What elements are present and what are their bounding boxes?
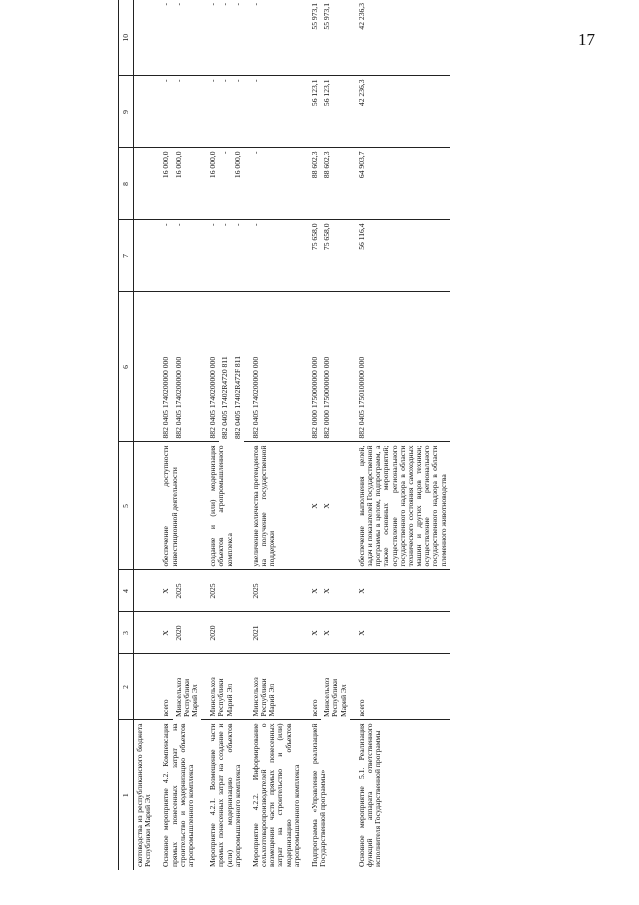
amount-col10: -: [207, 0, 219, 76]
start-year: X: [160, 612, 172, 654]
col-header-1: 1: [119, 720, 134, 870]
start-year: 2020: [173, 612, 202, 654]
executor: Минсельхоз Республики Марий Эл: [173, 677, 199, 717]
table-row: [160, 0, 172, 870]
amount-col7: 75 658,0: [309, 220, 321, 292]
budget-code: 882 0405 1740200000 000: [173, 292, 202, 442]
budget-code: 882 0000 1750000000 000: [321, 292, 350, 442]
budget-table: [118, 0, 450, 870]
amount-col9: -: [219, 76, 231, 148]
row-description: создание и (или) модернизация объектов агропромышленного комплекса: [207, 442, 244, 570]
table-row: [134, 0, 155, 870]
amount-col9: -: [160, 76, 172, 148]
budget-code: 882 0405 1740200000 000: [207, 292, 219, 442]
amount-col7: 56 116,4: [356, 220, 450, 292]
budget-code: 882 0000 1750000000 000: [309, 292, 321, 442]
row-description-x: X: [321, 442, 350, 570]
executor: Минсельхоз Республики Марий Эл: [207, 654, 244, 720]
row-description: X: [309, 442, 321, 570]
row-name: Основное мероприятие 4.2. Компенсация прямых понесенных затрат на строительство и модернизацию объектов агропромышленного комплекса: [161, 723, 195, 867]
budget-code: 882 0405 1750100000 000: [356, 292, 450, 442]
executor: всего: [356, 654, 450, 720]
budget-code: 882 0405 17402R472F 811: [232, 355, 242, 439]
amount-col8: 88 602,3: [309, 148, 321, 220]
amount-col8: 64 903,7: [356, 148, 450, 220]
amount-col9: 42 236,3: [356, 76, 450, 148]
amount-col8: -: [250, 148, 303, 220]
amount-col10: 55 973,1: [321, 0, 350, 76]
budget-code: 882 0405 17402R4720 811: [220, 356, 230, 439]
end-year: X: [356, 570, 450, 612]
row-name: Мероприятие 4.2.1. Возмещение части прямых понесенных затрат на создание и (или) модернизацию объектов агропромышленного комплекса: [208, 723, 242, 867]
amount-col8: -: [219, 148, 231, 220]
header-row: [119, 0, 134, 870]
amount-col9: -: [232, 76, 244, 148]
amount-col10: 42 236,3: [356, 0, 450, 76]
row-name: скотоводства из республиканского бюджета Республики Марий Эл: [135, 723, 153, 867]
row-name: Подпрограмма «Управление реализацией Государственной программы»: [310, 723, 328, 867]
executor: Минсельхоз Республики Марий Эл: [250, 654, 303, 720]
start-year: X: [321, 612, 350, 654]
executor: всего: [160, 654, 172, 720]
amount-col9: 56 123,1: [321, 76, 350, 148]
col-header-10: 10: [119, 0, 134, 76]
amount-col7: -: [232, 220, 244, 292]
budget-code: 882 0405 1740200000 000: [160, 292, 172, 442]
table-row: [356, 0, 450, 870]
col-header-5: 5: [119, 442, 134, 570]
amount-col10: -: [173, 0, 202, 76]
table-row: [309, 0, 321, 870]
col-header-6: 6: [119, 292, 134, 442]
amount-col7: -: [207, 220, 219, 292]
amount-col10: -: [219, 0, 231, 76]
amount-col8: 16 000,0: [232, 148, 244, 220]
col-header-4: 4: [119, 570, 134, 612]
amount-col8: 16 000,0: [160, 148, 172, 220]
executor: Минсельхоз Республики Марий Эл: [322, 677, 348, 717]
col-header-8: 8: [119, 148, 134, 220]
start-year: X: [309, 612, 321, 654]
row-name: Основное мероприятие 5.1. Реализация функций аппарата ответственного исполнителя Государственной программы: [356, 723, 383, 867]
amount-col7: -: [219, 220, 231, 292]
table-row: [207, 0, 219, 870]
col-header-2: 2: [119, 654, 134, 720]
amount-col7: -: [250, 220, 303, 292]
start-year: 2021: [250, 612, 303, 654]
end-year: X: [160, 570, 172, 612]
end-year: X: [321, 570, 350, 612]
amount-col8: 16 000,0: [173, 148, 202, 220]
amount-col10: 55 973,1: [309, 0, 321, 76]
row-description: обеспечение доступности инвестиционной деятельности: [160, 442, 201, 570]
col-header-3: 3: [119, 612, 134, 654]
row-description: увеличение количества претендентов на получение государственной поддержки: [250, 442, 303, 570]
amount-col10: -: [232, 0, 244, 76]
amount-col9: -: [173, 76, 202, 148]
end-year: X: [309, 570, 321, 612]
budget-table-rotated: [118, 0, 626, 870]
col-header-7: 7: [119, 220, 134, 292]
amount-col10: -: [250, 0, 303, 76]
table-row: [250, 0, 303, 870]
page-number: 17: [578, 30, 595, 49]
end-year: 2025: [250, 570, 303, 612]
end-year: 2025: [173, 570, 202, 612]
col-header-9: 9: [119, 76, 134, 148]
amount-col9: 56 123,1: [309, 76, 321, 148]
amount-col9: -: [250, 76, 303, 148]
amount-col8: 88 602,3: [321, 148, 350, 220]
amount-col7: 75 658,0: [321, 220, 350, 292]
amount-col9: -: [207, 76, 219, 148]
amount-col7: -: [160, 220, 172, 292]
start-year: X: [356, 612, 450, 654]
amount-col10: -: [160, 0, 172, 76]
start-year: 2020: [207, 612, 244, 654]
row-description: обеспечение выполнения целей, задач и показателей Государственной программы в целом, подпрограмм, а также основных мероприятий; осуществление регионального государственного надзора в области технического состояния самоходных машин и других видов техники; осуществление регионального государственного надзора в области племенного животноводства: [356, 442, 450, 570]
amount-col8: 16 000,0: [207, 148, 219, 220]
executor: всего: [309, 654, 321, 720]
row-name: Мероприятие 4.2.2. Информирование сельхозтоваропроизводителей о возмещении части прямых понесенных затрат на строительство и (или) модернизацию объектов агропромышленного комплекса: [250, 723, 301, 867]
amount-col7: -: [173, 220, 202, 292]
end-year: 2025: [207, 570, 244, 612]
budget-code: 882 0405 1740200000 000: [250, 292, 303, 442]
